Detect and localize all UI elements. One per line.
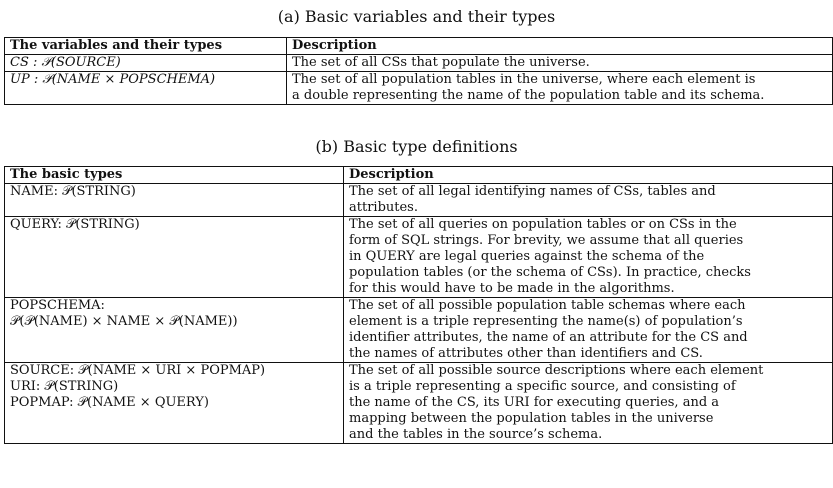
- type-cell: [5, 298, 344, 363]
- description-line: The set of all CSs that populate the universe.: [292, 55, 590, 70]
- table-b-header-types: The basic types: [5, 167, 344, 184]
- type-cell: [5, 217, 344, 298]
- description-line: and the tables in the source’s schema.: [349, 427, 603, 442]
- type-line: NAME: 𝒫(STRING): [10, 184, 136, 199]
- description-line: element is a triple representing the name(s) of population’s: [349, 314, 743, 329]
- description-cell: [344, 363, 833, 444]
- description-line: The set of all legal identifying names of CSs, tables and: [349, 184, 716, 199]
- table-b-header-row: [5, 167, 833, 184]
- description-line: The set of all possible source descriptions where each element: [349, 363, 764, 378]
- description-line: the names of attributes other than identifiers and CS.: [349, 346, 703, 361]
- description-line: population tables (or the schema of CSs). In practice, checks: [349, 265, 751, 280]
- description-cell: [287, 55, 833, 72]
- description-line: the name of the CS, its URI for executing queries, and a: [349, 395, 720, 410]
- description-line: for this would have to be made in the algorithms.: [349, 281, 675, 296]
- table-b: [4, 166, 833, 444]
- description-line: The set of all queries on population tables or on CSs in the: [349, 217, 737, 232]
- type-line: QUERY: 𝒫(STRING): [10, 217, 140, 232]
- description-cell: [344, 184, 833, 217]
- type-line: URI: 𝒫(STRING): [10, 379, 119, 394]
- type-cell: [5, 363, 344, 444]
- description-line: form of SQL strings. For brevity, we assume that all queries: [349, 233, 744, 248]
- table-row: [5, 72, 833, 105]
- table-row: [5, 217, 833, 298]
- table-row: [5, 184, 833, 217]
- description-cell: [344, 217, 833, 298]
- table-a: [4, 37, 833, 105]
- description-cell: [287, 72, 833, 105]
- description-line: The set of all population tables in the universe, where each element is: [292, 72, 756, 87]
- type-line: SOURCE: 𝒫(NAME × URI × POPMAP): [10, 363, 266, 378]
- table-row: [5, 55, 833, 72]
- description-line: The set of all possible population table schemas where each: [349, 298, 746, 313]
- table-row: [5, 363, 833, 444]
- description-line: in QUERY are legal queries against the schema of the: [349, 249, 705, 264]
- table-row: [5, 298, 833, 363]
- description-line: is a triple representing a specific source, and consisting of: [349, 379, 736, 394]
- description-line: identifier attributes, the name of an attribute for the CS and: [349, 330, 748, 345]
- table-a-header-description: Description: [287, 38, 833, 55]
- type-line: 𝒫(𝒫(NAME) × NAME × 𝒫(NAME)): [10, 314, 238, 329]
- type-cell: [5, 184, 344, 217]
- description-line: a double representing the name of the population table and its schema.: [292, 88, 765, 103]
- description-line: attributes.: [349, 200, 418, 215]
- variable-cell: [5, 55, 287, 72]
- type-line: POPMAP: 𝒫(NAME × QUERY): [10, 395, 209, 410]
- variable-type: UP : 𝒫(NAME × POPSCHEMA): [10, 72, 216, 87]
- type-line: POPSCHEMA:: [10, 298, 105, 313]
- description-cell: [344, 298, 833, 363]
- table-b-caption: (b) Basic type definitions: [315, 137, 518, 156]
- table-a-header-row: [5, 38, 833, 55]
- variable-type: CS : 𝒫(SOURCE): [10, 55, 121, 70]
- table-b-header-description: Description: [344, 167, 833, 184]
- table-a-header-variables: The variables and their types: [5, 38, 287, 55]
- variable-cell: [5, 72, 287, 105]
- description-line: mapping between the population tables in the universe: [349, 411, 714, 426]
- table-a-caption: (a) Basic variables and their types: [277, 7, 556, 26]
